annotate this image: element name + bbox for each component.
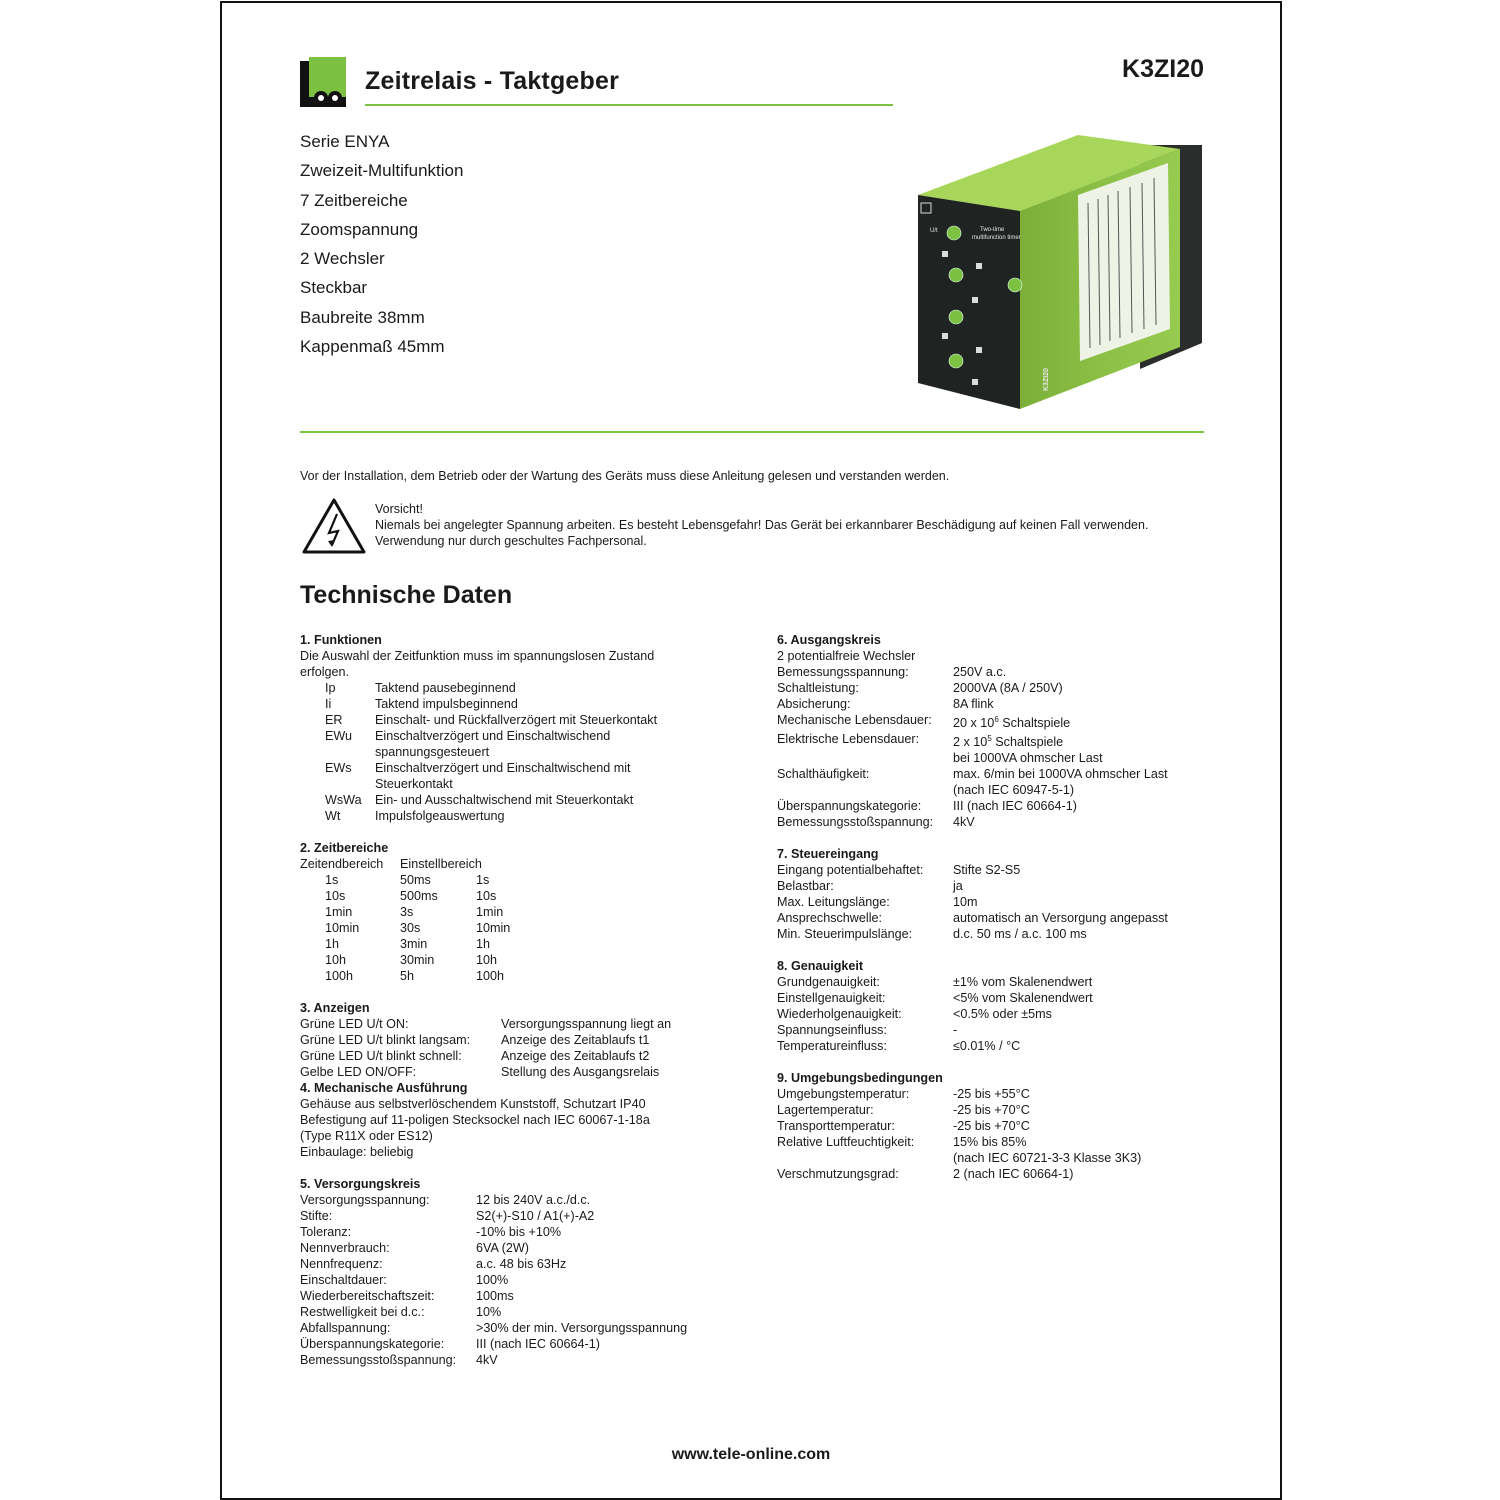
output-row: Mechanische Lebensdauer: 20 x $10^6$ Schaltspiele <box>777 713 1071 731</box>
section-heading: 8. Genauigkeit <box>777 959 864 974</box>
accuracy-row: Spannungseinfluss: - <box>777 1023 958 1038</box>
time-range-row: 1min 3s 1min <box>325 905 504 919</box>
accuracy-row: Grundgenauigkeit: ±1% vom Skalenendwert <box>777 975 1093 990</box>
section-heading: 1. Funktionen <box>300 633 382 647</box>
indicator-row: Gelbe LED ON/OFF: Stellung des Ausgangsrelais <box>300 1065 660 1079</box>
function-row: Wt Impulsfolgeauswertung <box>325 809 505 823</box>
warning-line: Vorsicht! <box>375 502 423 516</box>
function-row: EWu Einschaltverzögert und Einschaltwischend spannungsgesteuert <box>325 729 611 759</box>
supply-row: Versorgungsspannung: 12 bis 240V a.c./d.c. <box>300 1193 591 1207</box>
supply-row: Stifte: S2(+)-S10 / A1(+)-A2 <box>300 1209 595 1223</box>
title-divider <box>365 104 893 106</box>
accuracy-row: Wiederholgenauigkeit: <0.5% oder ±5ms <box>777 1007 1052 1022</box>
warning-line: Verwendung nur durch geschultes Fachpersonal. <box>375 534 647 548</box>
control-row: Belastbar: ja <box>777 879 963 894</box>
function-row: EWs Einschaltverzögert und Einschaltwischend mit Steuerkontakt <box>325 761 631 791</box>
section-intro: Die Auswahl der Zeitfunktion muss im spannungslosen Zustand erfolgen. <box>300 649 655 679</box>
control-row: Max. Leitungslänge: 10m <box>777 895 978 910</box>
ambient-row: Verschmutzungsgrad: 2 (nach IEC 60664-1) <box>777 1167 1074 1182</box>
time-range-header: Zeitendbereich Einstellbereich <box>300 857 482 871</box>
feature-item: Steckbar <box>300 278 368 298</box>
section-mechanical <box>300 1080 730 1160</box>
ambient-row: Lagertemperatur: -25 bis +70°C <box>777 1103 1030 1118</box>
output-row: Schalthäufigkeit: max. 6/min bei 1000VA ohmscher Last <box>777 767 1168 782</box>
time-range-row: 10s 500ms 10s <box>325 889 497 903</box>
datasheet-page <box>220 1 1282 1500</box>
section-heading: 5. Versorgungskreis <box>300 1177 421 1191</box>
tech-data-heading: Technische Daten <box>300 581 513 609</box>
product-image <box>918 133 1210 413</box>
section-divider <box>300 431 1204 433</box>
supply-row: Wiederbereitschaftszeit: 100ms <box>300 1289 514 1303</box>
document-title: Zeitrelais - Taktgeber <box>365 67 620 95</box>
mechanical-line: Befestigung auf 11-poligen Stecksockel nach IEC 60067-1-18a <box>300 1113 650 1127</box>
section-supply <box>300 1176 730 1368</box>
front-text-2: multifunction timer <box>972 235 1021 241</box>
section-functions <box>300 632 730 824</box>
function-row: ER Einschalt- und Rückfallverzögert mit Steuerkontakt <box>325 713 658 727</box>
feature-item: Kappenmaß 45mm <box>300 337 445 357</box>
warning-text <box>375 501 1148 549</box>
section-accuracy <box>777 958 1247 1054</box>
function-row: Ii Taktend impulsbeginnend <box>325 697 518 711</box>
front-text-1: Two-time <box>980 227 1005 233</box>
supply-row: Einschaltdauer: 100% <box>300 1273 509 1287</box>
section-output <box>777 632 1247 830</box>
side-model-label: K3ZI20 <box>1043 368 1050 391</box>
section-time-ranges <box>300 840 730 984</box>
mechanical-line: (Type R11X oder ES12) <box>300 1129 433 1143</box>
supply-row: Nennverbrauch: 6VA (2W) <box>300 1241 529 1255</box>
section-control-input <box>777 846 1247 942</box>
feature-item: Baubreite 38mm <box>300 307 425 327</box>
time-range-row: 10h 30min 10h <box>325 953 498 967</box>
footer-website: www.tele-online.com <box>671 1446 831 1463</box>
supply-row: Abfallspannung: >30% der min. Versorgungsspannung <box>300 1321 688 1335</box>
feature-item: Zoomspannung <box>300 219 419 239</box>
led-label: U/t <box>930 228 938 234</box>
function-row: WsWa Ein- und Ausschaltwischend mit Steuerkontakt <box>325 793 634 807</box>
time-range-row: 100h 5h 100h <box>325 969 505 983</box>
supply-row: Toleranz: -10% bis +10% <box>300 1225 562 1239</box>
control-row: Min. Steuerimpulslänge: d.c. 50 ms / a.c. 100 ms <box>777 927 1087 942</box>
output-row: Schaltleistung: 2000VA (8A / 250V) <box>777 681 1063 695</box>
time-range-row: 10min 30s 10min <box>325 921 511 935</box>
supply-row: Überspannungskategorie: III (nach IEC 60664-1) <box>300 1337 600 1351</box>
feature-item: 7 Zeitbereiche <box>300 190 408 210</box>
control-row: Ansprechschwelle: automatisch an Versorgung angepasst <box>777 911 1168 926</box>
output-row: (nach IEC 60947-5-1) <box>953 783 1075 798</box>
mechanical-line: Einbaulage: beliebig <box>300 1145 414 1159</box>
output-row: bei 1000VA ohmscher Last <box>953 751 1103 766</box>
feature-list <box>300 127 463 361</box>
indicator-row: Grüne LED U/t blinkt schnell: Anzeige des Zeitablaufs t2 <box>300 1049 650 1063</box>
output-row: Bemessungsstoßspannung: 4kV <box>777 815 975 830</box>
ambient-row: Transporttemperatur: -25 bis +70°C <box>777 1119 1030 1134</box>
high-voltage-warning-icon <box>301 497 367 555</box>
section-heading: 4. Mechanische Ausführung <box>300 1081 468 1095</box>
accuracy-row: Temperatureinfluss: ≤0.01% / °C <box>777 1039 1021 1054</box>
section-ambient <box>777 1070 1247 1182</box>
section-heading: 3. Anzeigen <box>300 1001 370 1015</box>
ambient-row: (nach IEC 60721-3-3 Klasse 3K3) <box>953 1151 1142 1166</box>
feature-item: Zweizeit-Multifunktion <box>300 161 464 181</box>
tech-data-left-column <box>300 632 730 1384</box>
tele-logo <box>300 57 346 107</box>
section-heading: 7. Steuereingang <box>777 847 879 862</box>
time-range-row: 1h 3min 1h <box>325 937 491 951</box>
section-heading: 6. Ausgangskreis <box>777 633 881 647</box>
supply-row: Nennfrequenz: a.c. 48 bis 63Hz <box>300 1257 567 1271</box>
control-row: Eingang potentialbehaftet: Stifte S2-S5 <box>777 863 1021 878</box>
tech-data-right-column <box>777 632 1247 1198</box>
indicator-row: Grüne LED U/t blinkt langsam: Anzeige des Zeitablaufs t1 <box>300 1033 650 1047</box>
supply-row: Bemessungsstoßspannung: 4kV <box>300 1353 498 1367</box>
intro-text: Vor der Installation, dem Betrieb oder der Wartung des Geräts muss diese Anleitung gelesen und verstanden werden. <box>300 469 950 483</box>
indicator-row: Grüne LED U/t ON: Versorgungsspannung liegt an <box>300 1017 672 1031</box>
section-intro: 2 potentialfreie Wechsler <box>777 649 916 663</box>
ambient-row: Relative Luftfeuchtigkeit: 15% bis 85% <box>777 1135 1027 1150</box>
section-heading: 9. Umgebungsbedingungen <box>777 1071 943 1086</box>
feature-item: 2 Wechsler <box>300 249 385 269</box>
section-heading: 2. Zeitbereiche <box>300 841 389 855</box>
feature-item: Serie ENYA <box>300 132 390 151</box>
output-row: Überspannungskategorie: III (nach IEC 60664-1) <box>777 799 1077 814</box>
function-row: Ip Taktend pausebeginnend <box>325 681 516 695</box>
output-row: Absicherung: 8A flink <box>777 697 994 711</box>
section-indicators <box>300 1000 730 1080</box>
time-range-row: 1s 50ms 1s <box>325 873 490 887</box>
output-row: Bemessungsspannung: 250V a.c. <box>777 665 1007 679</box>
accuracy-row: Einstellgenauigkeit: <5% vom Skalenendwert <box>777 991 1093 1006</box>
output-row: Elektrische Lebensdauer: 2 x $10^5$ Schaltspiele <box>777 732 1064 750</box>
supply-row: Restwelligkeit bei d.c.: 10% <box>300 1305 502 1319</box>
ambient-row: Umgebungstemperatur: -25 bis +55°C <box>777 1087 1030 1102</box>
warning-line: Niemals bei angelegter Spannung arbeiten. Es besteht Lebensgefahr! Das Gerät bei erkannbarer Beschädigung auf keinen Fall verwenden. <box>375 518 1149 532</box>
mechanical-line: Gehäuse aus selbstverlöschendem Kunststoff, Schutzart IP40 <box>300 1097 646 1111</box>
model-number: K3ZI20 <box>1122 55 1204 83</box>
